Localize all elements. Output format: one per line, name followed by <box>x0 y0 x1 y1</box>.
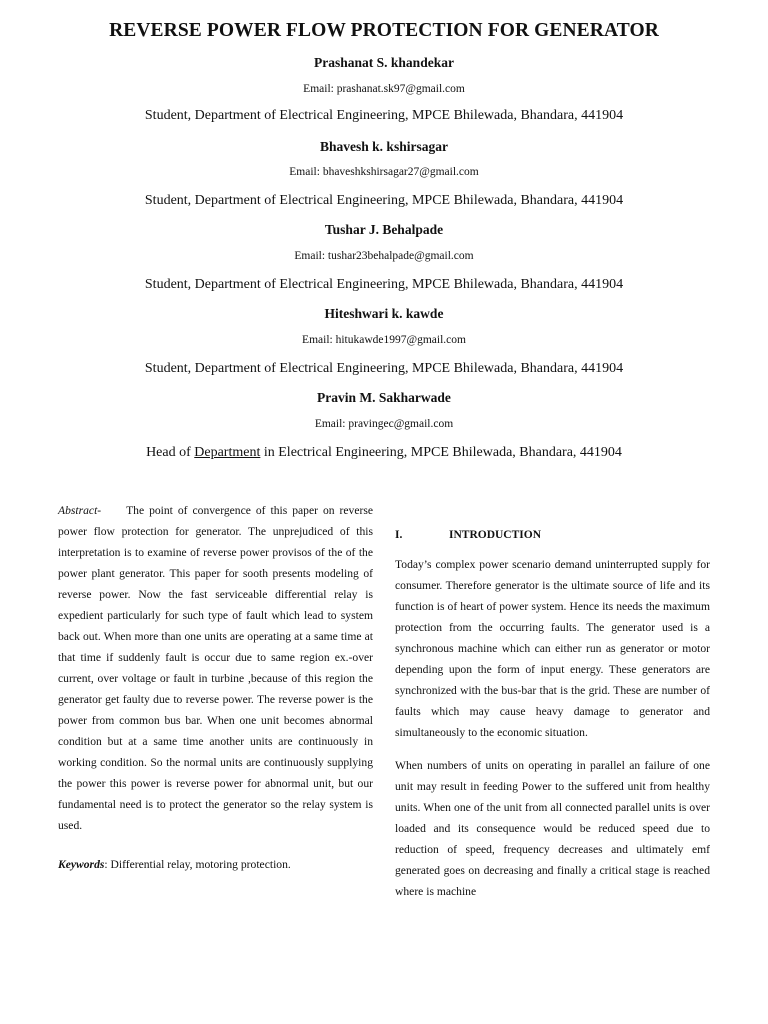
author-name-1: Prashanat S. khandekar <box>314 55 454 70</box>
keywords-text: : Differential relay, motoring protection. <box>104 858 291 871</box>
author-email-4: Email: hitukawde1997@gmail.com <box>302 334 466 346</box>
author-name-3: Tushar J. Behalpade <box>324 222 444 237</box>
affiliation-prefix: Head of <box>146 445 195 460</box>
abstract <box>58 500 373 836</box>
author-affiliation-2: Student, Department of Electrical Engineering, MPCE Bhilewada, Bhandara, 441904 <box>144 193 624 208</box>
author-email-5: Email: pravingec@gmail.com <box>314 418 454 430</box>
left-column <box>58 500 373 875</box>
author-email-3: Email: tushar23behalpade@gmail.com <box>294 250 474 262</box>
author-affiliation-5 <box>0 445 768 461</box>
author-name-5: Pravin M. Sakharwade <box>317 390 451 405</box>
author-name-4: Hiteshwari k. kawde <box>324 306 444 321</box>
author-affiliation-4: Student, Department of Electrical Engineering, MPCE Bhilewada, Bhandara, 441904 <box>144 361 624 376</box>
author-name-2: Bhavesh k. kshirsagar <box>320 139 448 154</box>
author-affiliation-1: Student, Department of Electrical Engineering, MPCE Bhilewada, Bhandara, 441904 <box>144 108 624 123</box>
section-title: INTRODUCTION <box>449 529 542 541</box>
intro-paragraph-1: Today’s complex power scenario demand uninterrupted supply for consumer. Therefore generator is the ultimate source of life and its function is of heart of power system. Hence its needs the maximum protection from the occurring faults. The generator used is a synchronous machine which can either run as generator or motor depending upon the form of input energy. These generators are synchronized with the bus-bar that is the grid. These are number of faults which may cause heavy damage to generator and simultaneously to the economic situation. <box>395 558 710 739</box>
keywords-label: Keywords <box>58 858 105 871</box>
intro-paragraph-2: When numbers of units on operating in parallel an failure of one unit may result in feeding Power to the suffered unit from healthy units. When one of the unit from all connected parallel units is over loaded and its consequence would be reduced speed due to reduction of speed, frequency decreases and ultimately emf generated goes on decreasing and finally a critical stage is reached where is machine <box>395 759 710 898</box>
affiliation-department: Department <box>194 445 261 460</box>
paper-title: REVERSE POWER FLOW PROTECTION FOR GENERATOR <box>109 20 659 41</box>
author-affiliation-3: Student, Department of Electrical Engineering, MPCE Bhilewada, Bhandara, 441904 <box>144 277 624 292</box>
author-email-2: Email: bhaveshkshirsagar27@gmail.com <box>289 166 479 178</box>
section-number: I. <box>395 529 403 541</box>
section-heading-introduction <box>395 525 710 546</box>
abstract-text: The point of convergence of this paper on reverse power flow protection for generator. The unprejudiced of this interpretation is to examine of reverse power provisos of the of the power plant generator. This paper for sooth presents modeling of reverse power. Now the fast serviceable differential relay is expedient particularly for such type of fault which lead to system back out. When more than one units are operating at a same time at that time if suddenly fault is occur due to same region ex.-over current, over voltage or fault in turbine ,because of this region the generator get faulty due to reverse power. The reverse power is the power from common bus bar. When one unit becomes abnormal condition but at a same time another units are continuously in working condition. So the normal units are continuously supplying the power this power is reverse power for abnormal unit, but our fundamental need is to protect the generator so the relay system is used. <box>58 504 373 832</box>
right-column <box>395 525 710 902</box>
keywords <box>58 854 373 875</box>
author-email-1: Email: prashanat.sk97@gmail.com <box>303 83 465 95</box>
affiliation-suffix: in Electrical Engineering, MPCE Bhilewada, Bhandara, 441904 <box>260 445 622 460</box>
abstract-label: Abstract- <box>58 504 102 517</box>
